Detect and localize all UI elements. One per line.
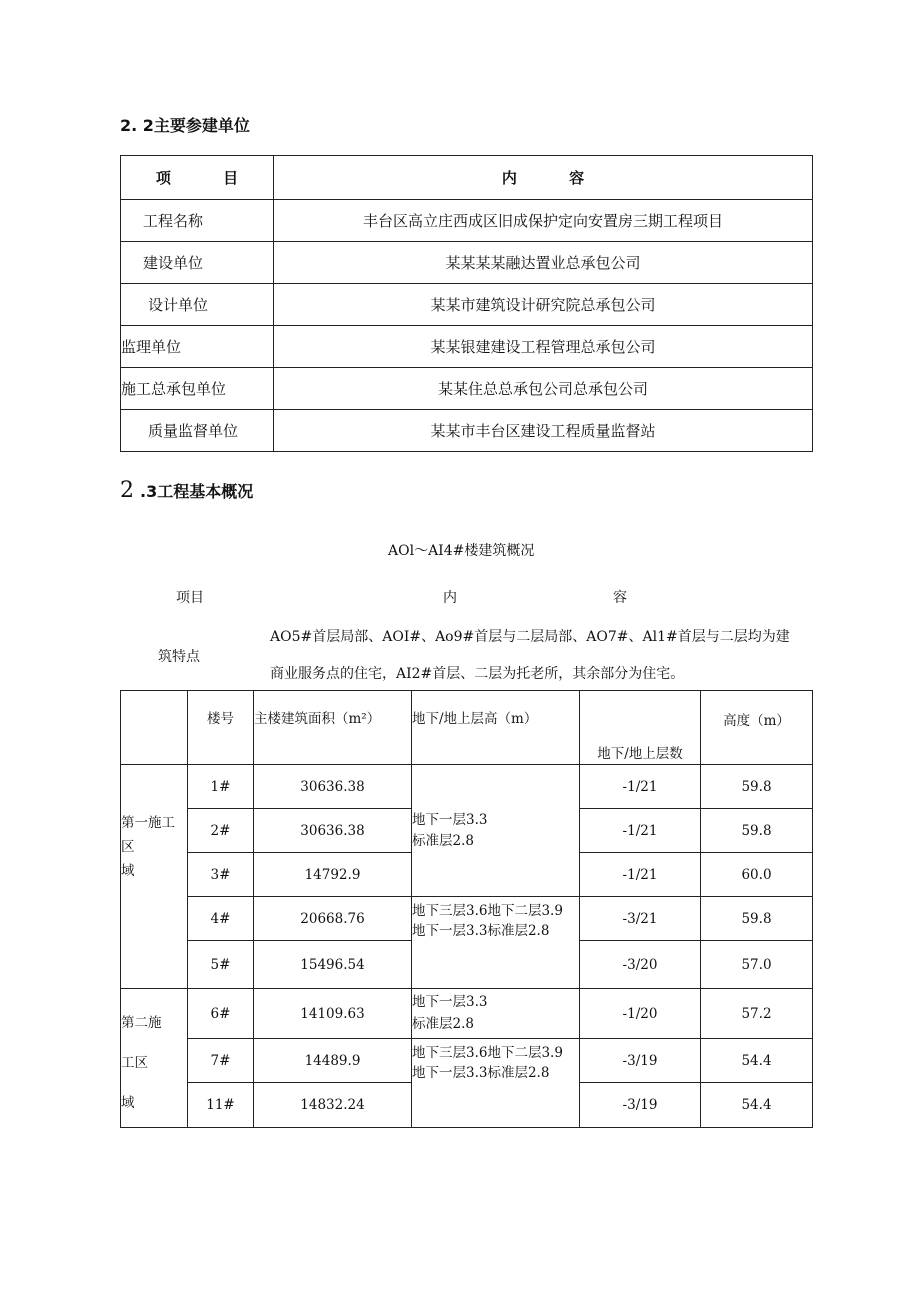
zone-1-line3: 域: [121, 863, 135, 879]
row-label: 设计单位: [121, 284, 274, 326]
feature-line-1: AO5#首层局部、AOI#、Ao9#首层与二层局部、AO7#、Al1#首层与二层均为建: [270, 629, 790, 645]
cell-floors: -1/20: [580, 989, 701, 1039]
cell-area: 30636.38: [254, 809, 412, 853]
participants-table: [120, 155, 813, 452]
zone-2-label: [121, 989, 188, 1128]
overview-caption: AOl～AI4#楼建筑概况: [388, 543, 535, 559]
table-row: [121, 897, 813, 941]
cell-area: 15496.54: [254, 941, 412, 989]
cell-floor-height-group-3: [412, 989, 580, 1039]
cell-floors: -1/21: [580, 809, 701, 853]
cell-height: 54.4: [701, 1083, 813, 1128]
cell-building-no: 6#: [188, 989, 254, 1039]
row-value: 某某市建筑设计研究院总承包公司: [274, 284, 813, 326]
header-floor-height: 地下/地上层高（m）: [412, 691, 580, 765]
header-content: 内 容: [274, 156, 813, 200]
row-label: 施工总承包单位: [121, 368, 274, 410]
floor-height-line1: 地下三层3.6地下二层3.9: [412, 903, 563, 919]
cell-height: 60.0: [701, 853, 813, 897]
cell-area: 14489.9: [254, 1039, 412, 1083]
floor-height-line1: 地下三层3.6地下二层3.9: [412, 1045, 563, 1061]
cell-height: 54.4: [701, 1039, 813, 1083]
table-row: [121, 1039, 813, 1083]
cell-building-no: 4#: [188, 897, 254, 941]
cell-floor-height-group-4: [412, 1039, 580, 1128]
header-area: 主楼建筑面积（m²）: [254, 691, 412, 765]
cell-building-no: 3#: [188, 853, 254, 897]
row-label: 建设单位: [121, 242, 274, 284]
cell-area: 14109.63: [254, 989, 412, 1039]
row-value: 丰台区高立庄西成区旧成保护定向安置房三期工程项目: [274, 200, 813, 242]
section-22-heading: 2. 2主要参建单位: [120, 116, 250, 135]
table-row: [121, 242, 813, 284]
table-row: [121, 410, 813, 452]
cell-building-no: 2#: [188, 809, 254, 853]
cell-building-no: 7#: [188, 1039, 254, 1083]
cell-floors: -3/21: [580, 897, 701, 941]
cell-floors: -3/20: [580, 941, 701, 989]
cell-floors: -3/19: [580, 1039, 701, 1083]
cell-building-no: 5#: [188, 941, 254, 989]
section-23-title: .3工程基本概况: [140, 482, 254, 501]
floor-height-line2: 地下一层3.3标准层2.8: [412, 1065, 550, 1081]
buildings-header-row: [121, 691, 813, 765]
cell-area: 20668.76: [254, 897, 412, 941]
header-building-no: 楼号: [188, 691, 254, 765]
cell-height: 57.0: [701, 941, 813, 989]
cell-floor-height-group-2: [412, 897, 580, 989]
cell-floors: -1/21: [580, 765, 701, 809]
overview-item-label: 项目: [176, 590, 204, 606]
row-value: 某某住总总承包公司总承包公司: [274, 368, 813, 410]
row-label: 工程名称: [121, 200, 274, 242]
cell-area: 14832.24: [254, 1083, 412, 1128]
cell-floors: -3/19: [580, 1083, 701, 1128]
row-label: 监理单位: [121, 326, 274, 368]
overview-content-label-a: 内: [443, 590, 457, 606]
row-label: 质量监督单位: [121, 410, 274, 452]
table-row: [121, 765, 813, 809]
floor-height-line2: 标准层2.8: [412, 1016, 474, 1032]
header-floors: 地下/地上层数: [580, 691, 701, 765]
zone-1-line2: 区: [121, 839, 135, 855]
zone-1-label: [121, 765, 188, 989]
floor-height-line2: 地下一层3.3标准层2.8: [412, 923, 550, 939]
cell-area: 14792.9: [254, 853, 412, 897]
floor-height-line1: 地下一层3.3: [412, 994, 488, 1010]
table-row: [121, 200, 813, 242]
buildings-table: [120, 690, 813, 1128]
overview-content-label-b: 容: [613, 590, 627, 606]
row-value: 某某某某融达置业总承包公司: [274, 242, 813, 284]
table-row: [121, 368, 813, 410]
row-value: 某某银建建设工程管理总承包公司: [274, 326, 813, 368]
header-item: 项 目: [121, 156, 274, 200]
zone-1-line1: 第一施工: [121, 815, 175, 831]
row-value: 某某市丰台区建设工程质量监督站: [274, 410, 813, 452]
cell-height: 59.8: [701, 809, 813, 853]
cell-height: 59.8: [701, 897, 813, 941]
cell-area: 30636.38: [254, 765, 412, 809]
header-height: 高度（m）: [701, 691, 813, 765]
floor-height-line1: 地下一层3.3: [412, 811, 488, 828]
table-header-row: [121, 156, 813, 200]
cell-height: 59.8: [701, 765, 813, 809]
cell-floor-height-group-1: [412, 765, 580, 897]
table-row: [121, 284, 813, 326]
cell-building-no: 1#: [188, 765, 254, 809]
table-row: [121, 989, 813, 1039]
zone-2-line3: 域: [121, 1095, 135, 1111]
table-row: [121, 326, 813, 368]
zone-2-line1: 第二施: [121, 1015, 162, 1031]
section-23-number: 2: [120, 478, 134, 503]
feature-label: 筑特点: [158, 649, 200, 665]
cell-building-no: 11#: [188, 1083, 254, 1128]
cell-height: 57.2: [701, 989, 813, 1039]
cell-floors: -1/21: [580, 853, 701, 897]
floor-height-line2: 标准层2.8: [412, 832, 474, 849]
section-23-heading: [120, 478, 253, 503]
feature-line-2: 商业服务点的住宅，AI2#首层、二层为托老所，其余部分为住宅。: [270, 666, 685, 682]
zone-2-line2: 工区: [121, 1055, 148, 1071]
header-zone-blank: [121, 691, 188, 765]
